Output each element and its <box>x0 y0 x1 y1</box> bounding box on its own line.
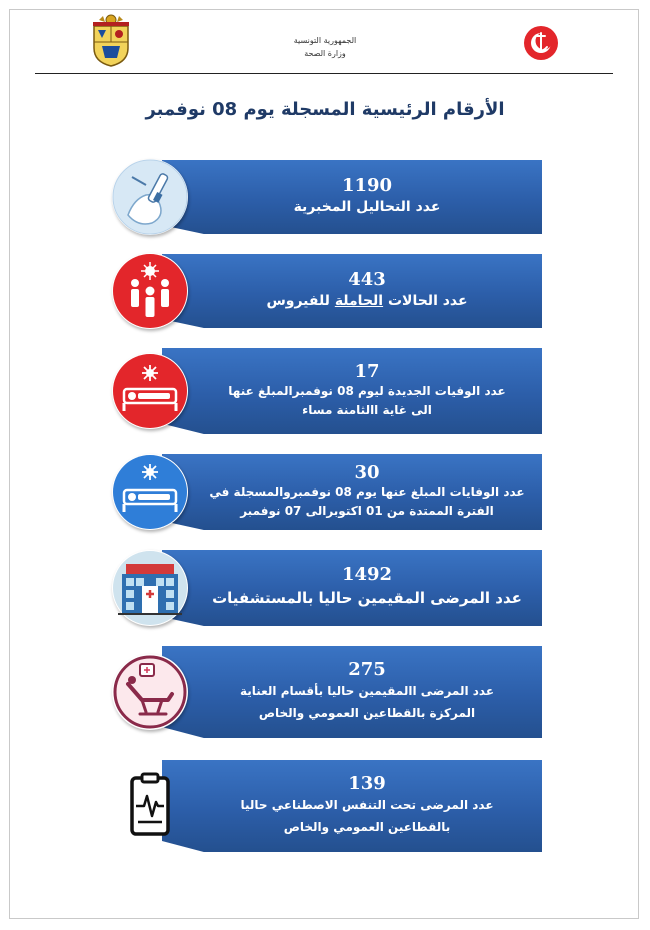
card-text <box>204 550 530 626</box>
stat-label: عدد التحاليل المخبرية <box>293 199 441 215</box>
patient-bed-virus-icon <box>112 353 188 429</box>
card-text <box>204 348 530 434</box>
stat-label: عدد المرضى االمقيمين حاليا بأقسام العناية <box>239 684 495 698</box>
card-text <box>204 160 530 234</box>
stat-value: 17 <box>354 361 380 382</box>
header-ministry: وزارة الصحة <box>304 49 346 58</box>
stat-label: الفترة الممتدة من 01 اكتوبرالى 07 نوفمبر <box>240 504 494 518</box>
stat-card-new-deaths <box>112 348 542 434</box>
hospital-building-icon <box>112 550 188 626</box>
stat-card-hospitalized <box>112 550 542 626</box>
heart-monitor-clipboard-icon <box>112 768 188 844</box>
stat-card-infected-cases <box>112 254 542 328</box>
red-crescent-logo-icon <box>522 24 560 62</box>
stat-value: 443 <box>348 269 386 290</box>
stat-label <box>266 290 467 312</box>
header-divider <box>35 73 613 74</box>
label-part: للفيروس <box>266 293 335 309</box>
stat-value: 1492 <box>341 564 393 585</box>
header-country: الجمهورية التونسية <box>293 36 357 45</box>
card-text <box>204 760 530 852</box>
label-underlined: الحاملة <box>334 293 384 309</box>
label-part: عدد الحالات <box>383 293 468 309</box>
stat-value: 139 <box>348 773 386 794</box>
stat-card-lab-tests <box>112 160 542 234</box>
patient-bed-blue-icon <box>112 454 188 530</box>
card-text <box>204 454 530 530</box>
stat-card-ventilation <box>112 760 542 852</box>
stat-label: عدد الوفايات المبلغ عنها يوم 08 نوفمبروالمسجلة في <box>209 485 525 499</box>
stat-label: عدد الوفيات الجديدة ليوم 08 نوفمبرالمبلغ عنها <box>228 384 506 398</box>
stat-label: المركزة بالقطاعين العمومي والخاص <box>258 706 476 720</box>
infected-people-icon <box>112 253 188 329</box>
card-text <box>204 646 530 738</box>
stat-label: عدد المرضى تحت التنفس الاصطناعي حاليا <box>240 798 494 812</box>
stat-card-period-deaths <box>112 454 542 530</box>
page-title: الأرقام الرئيسية المسجلة يوم 08 نوفمبر <box>145 99 505 120</box>
tunisia-emblem-icon <box>90 12 132 68</box>
stat-label: بالقطاعين العمومي والخاص <box>283 820 451 834</box>
stat-label: الى غاية االثامنة مساء <box>302 403 432 417</box>
header-text <box>220 34 430 60</box>
lab-test-tube-icon <box>112 159 188 235</box>
stat-card-intensive-care <box>112 646 542 738</box>
intensive-care-chair-icon <box>112 654 188 730</box>
stat-value: 30 <box>354 462 380 483</box>
card-text <box>204 254 530 328</box>
stat-value: 275 <box>348 659 386 680</box>
stat-label: عدد المرضى المقيمين حاليا بالمستشفيات <box>212 589 522 607</box>
stat-value: 1190 <box>341 175 393 196</box>
